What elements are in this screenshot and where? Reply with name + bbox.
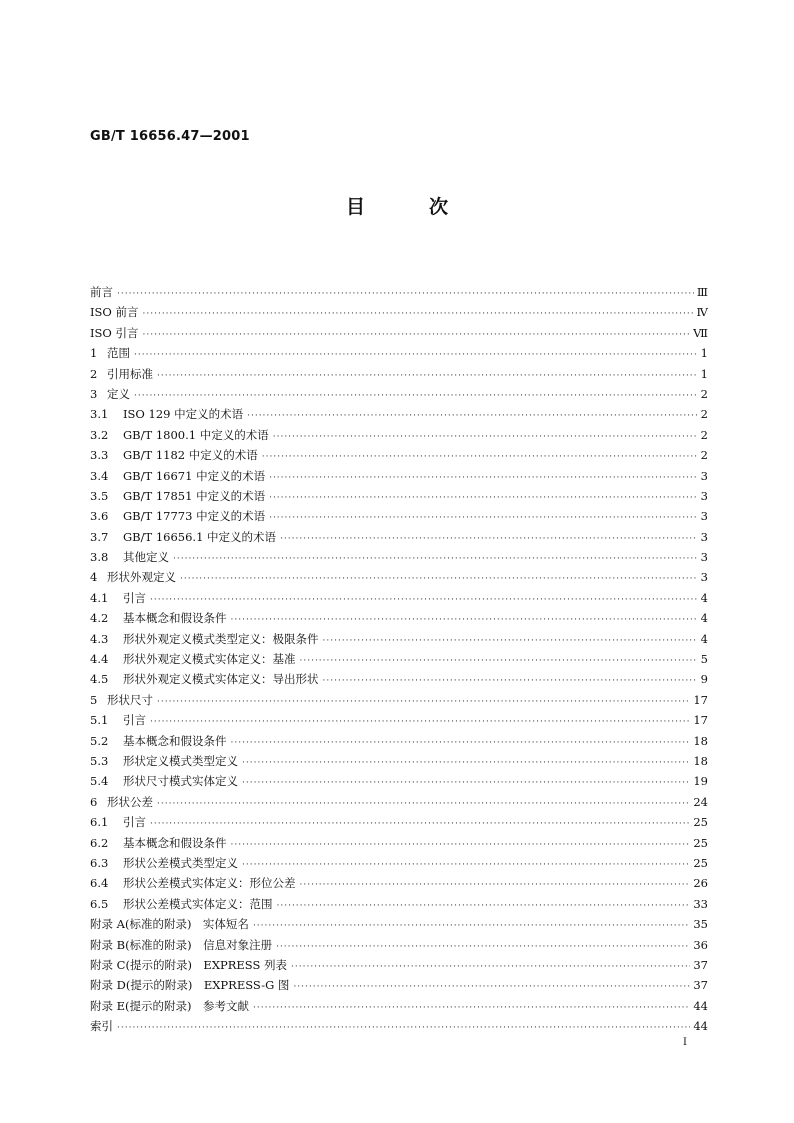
- toc-entry-page: 18: [693, 733, 708, 748]
- toc-leader-dots: [273, 427, 697, 447]
- toc-entry-page: 25: [693, 815, 708, 830]
- toc-leader-dots: [323, 671, 698, 691]
- toc-leader-dots: [150, 712, 690, 732]
- toc-leader-dots: [143, 304, 694, 324]
- toc-entry-label: 形状外观定义: [107, 570, 176, 585]
- toc-entry-label: 形状外观定义模式实体定义：导出形状: [123, 672, 319, 687]
- toc-entry[interactable]: [90, 833, 708, 853]
- toc-entry[interactable]: [90, 567, 708, 587]
- toc-leader-dots: [262, 447, 697, 467]
- toc-entry[interactable]: [90, 975, 708, 995]
- toc-entry[interactable]: [90, 649, 708, 669]
- toc-leader-dots: [269, 468, 697, 488]
- toc-entry-number: 3.5: [90, 488, 109, 503]
- toc-entry-label: 形状尺寸: [107, 692, 153, 707]
- toc-entry-number: 4.2: [90, 611, 109, 626]
- toc-entry-number: 4.5: [90, 672, 109, 687]
- toc-entry-label: 形状外观定义模式类型定义：极限条件: [123, 631, 319, 646]
- toc-entry-page: 3: [700, 529, 708, 544]
- toc-entry[interactable]: [90, 894, 708, 914]
- toc-entry-page: 26: [693, 876, 708, 891]
- toc-entry-label: 引言: [123, 590, 146, 605]
- toc-entry-label: ISO 引言: [90, 325, 139, 340]
- toc-entry-number: 6.3: [90, 855, 109, 870]
- toc-entry-page: 3: [700, 488, 708, 503]
- toc-entry-page: 2: [700, 386, 708, 401]
- toc-entry-label: GB/T 17773 中定义的术语: [123, 509, 266, 524]
- toc-entry-label: 形状公差模式实体定义：范围: [123, 896, 273, 911]
- toc-entry-number: 6.5: [90, 896, 109, 911]
- toc-entry[interactable]: [90, 935, 708, 955]
- toc-entry-number: 3.4: [90, 468, 109, 483]
- toc-leader-dots: [134, 386, 697, 406]
- toc-leader-dots: [277, 896, 691, 916]
- toc-leader-dots: [134, 345, 697, 365]
- toc-entry-number: 2: [90, 366, 98, 381]
- toc-entry-label: 基本概念和假设条件: [123, 733, 227, 748]
- toc-entry[interactable]: [90, 751, 708, 771]
- page-number: I: [683, 1037, 687, 1048]
- toc-entry-page: 37: [693, 978, 708, 993]
- toc-leader-dots: [157, 366, 697, 386]
- toc-entry-label: 形状公差: [107, 794, 153, 809]
- toc-entry-label: 附录 A(标准的附录) 实体短名: [90, 917, 249, 932]
- toc-leader-dots: [231, 835, 691, 855]
- toc-entry-page: 37: [693, 957, 708, 972]
- toc-leader-dots: [253, 916, 690, 936]
- toc-entry[interactable]: [90, 710, 708, 730]
- toc-entry[interactable]: [90, 343, 708, 363]
- toc-leader-dots: [242, 753, 690, 773]
- toc-entry[interactable]: [90, 302, 708, 322]
- toc-entry-page: 2: [700, 407, 708, 422]
- toc-entry-label: 引用标准: [107, 366, 153, 381]
- toc-entry[interactable]: [90, 996, 708, 1016]
- toc-entry-number: 4.1: [90, 590, 109, 605]
- toc-entry-label: 范围: [107, 346, 130, 361]
- toc-title-char-1: 目: [345, 196, 365, 218]
- toc-entry-label: 形状公差模式类型定义: [123, 855, 238, 870]
- toc-leader-dots: [150, 590, 697, 610]
- toc-entry-label: 引言: [123, 815, 146, 830]
- toc-entry-number: 3.2: [90, 427, 109, 442]
- toc-entry-label: 定义: [107, 386, 130, 401]
- toc-entry-number: 6.2: [90, 835, 109, 850]
- toc-entry-label: 形状公差模式实体定义：形位公差: [123, 876, 296, 891]
- toc-entry-number: 4: [90, 570, 98, 585]
- toc-entry-label: ISO 129 中定义的术语: [123, 407, 244, 422]
- toc-entry[interactable]: [90, 812, 708, 832]
- toc-leader-dots: [117, 1018, 690, 1038]
- toc-title-char-2: 次: [429, 196, 449, 218]
- toc-entry[interactable]: [90, 466, 708, 486]
- toc-entry-page: 4: [700, 611, 708, 626]
- toc-entry-label: GB/T 16671 中定义的术语: [123, 468, 266, 483]
- toc-leader-dots: [269, 508, 697, 528]
- toc-entry-number: 3.1: [90, 407, 109, 422]
- toc-entry-page: 18: [693, 753, 708, 768]
- toc-entry-page: 4: [700, 590, 708, 605]
- toc-entry[interactable]: [90, 792, 708, 812]
- toc-entry-page: 3: [700, 550, 708, 565]
- toc-entry-page: 35: [693, 917, 708, 932]
- toc-leader-dots: [300, 651, 698, 671]
- toc-entry-page: 33: [693, 896, 708, 911]
- toc-entry-number: 5.3: [90, 753, 109, 768]
- toc-entry-label: GB/T 17851 中定义的术语: [123, 488, 266, 503]
- toc-entry-page: 19: [693, 774, 708, 789]
- toc-leader-dots: [247, 406, 697, 426]
- toc-entry[interactable]: [90, 771, 708, 791]
- toc-entry-label: 基本概念和假设条件: [123, 611, 227, 626]
- toc-entry[interactable]: [90, 1016, 708, 1036]
- toc-entry-number: 3.7: [90, 529, 109, 544]
- toc-entry-page: Ⅲ: [696, 285, 708, 299]
- toc-entry-page: 1: [700, 366, 708, 381]
- toc-entry-number: 5.4: [90, 774, 109, 789]
- toc-entry-label: 其他定义: [123, 550, 169, 565]
- toc-entry-label: 基本概念和假设条件: [123, 835, 227, 850]
- toc-entry-page: 4: [700, 631, 708, 646]
- toc-entry-page: 36: [693, 937, 708, 952]
- toc-entry[interactable]: [90, 873, 708, 893]
- toc-leader-dots: [143, 325, 691, 345]
- toc-leader-dots: [323, 631, 698, 651]
- toc-entry-label: ISO 前言: [90, 305, 139, 320]
- toc-entry-number: 3.3: [90, 448, 109, 463]
- toc-entry[interactable]: [90, 853, 708, 873]
- toc-entry[interactable]: [90, 914, 708, 934]
- toc-entry-number: 6: [90, 794, 98, 809]
- toc-entry-label: GB/T 1800.1 中定义的术语: [123, 427, 269, 442]
- toc-entry-label: 引言: [123, 713, 146, 728]
- toc-entry-number: 5: [90, 692, 98, 707]
- toc-entry-page: 24: [693, 794, 708, 809]
- toc-entry-label: 附录 C(提示的附录) EXPRESS 列表: [90, 957, 288, 972]
- toc-entry[interactable]: [90, 629, 708, 649]
- toc-entry[interactable]: [90, 527, 708, 547]
- toc-entry[interactable]: [90, 384, 708, 404]
- toc-leader-dots: [242, 773, 690, 793]
- toc-entry-label: GB/T 16656.1 中定义的术语: [123, 529, 277, 544]
- toc-leader-dots: [173, 549, 697, 569]
- toc-leader-dots: [253, 998, 690, 1018]
- toc-leader-dots: [276, 937, 690, 957]
- toc-entry-number: 4.3: [90, 631, 109, 646]
- toc-leader-dots: [300, 875, 691, 895]
- toc-entry-label: 形状尺寸模式实体定义: [123, 774, 238, 789]
- toc-entry-page: 3: [700, 570, 708, 585]
- toc-entry-page: 2: [700, 427, 708, 442]
- toc-entry[interactable]: [90, 323, 708, 343]
- toc-entry-page: 17: [693, 692, 708, 707]
- toc-leader-dots: [150, 814, 690, 834]
- toc-leader-dots: [231, 733, 691, 753]
- toc-entry-page: 9: [700, 672, 708, 687]
- toc-entry-page: Ⅶ: [693, 325, 708, 340]
- toc-entry-label: 前言: [90, 285, 113, 299]
- toc-leader-dots: [280, 529, 697, 549]
- toc-entry-number: 6.4: [90, 876, 109, 891]
- toc-entry-page: 44: [693, 998, 708, 1013]
- toc-entry[interactable]: [90, 669, 708, 689]
- toc-leader-dots: [291, 957, 690, 977]
- toc-leader-dots: [117, 284, 694, 304]
- toc-entry-number: 3.6: [90, 509, 109, 524]
- toc-entry[interactable]: [90, 486, 708, 506]
- toc-entry[interactable]: [90, 364, 708, 384]
- toc-entry-page: 2: [700, 448, 708, 463]
- toc-entry-page: 3: [700, 468, 708, 483]
- toc-entry-label: 附录 E(提示的附录) 参考文献: [90, 998, 250, 1013]
- toc-title: [0, 192, 794, 219]
- toc-leader-dots: [180, 569, 697, 589]
- toc-entry-number: 3.8: [90, 550, 109, 565]
- toc-entry-number: 4.4: [90, 652, 109, 667]
- toc-entry[interactable]: [90, 955, 708, 975]
- toc-leader-dots: [157, 692, 690, 712]
- toc-entry-page: 1: [700, 346, 708, 361]
- toc-entry[interactable]: [90, 445, 708, 465]
- toc-entry-number: 1: [90, 346, 98, 361]
- toc-entry[interactable]: [90, 506, 708, 526]
- toc-entry[interactable]: [90, 282, 708, 302]
- toc-leader-dots: [269, 488, 697, 508]
- toc-entry-label: GB/T 1182 中定义的术语: [123, 448, 258, 463]
- toc-entry[interactable]: [90, 404, 708, 424]
- table-of-contents: [90, 282, 708, 1036]
- toc-leader-dots: [157, 794, 690, 814]
- toc-entry-label: 形状外观定义模式实体定义：基准: [123, 652, 296, 667]
- toc-entry-page: 44: [693, 1019, 708, 1034]
- toc-entry[interactable]: [90, 588, 708, 608]
- toc-entry[interactable]: [90, 608, 708, 628]
- toc-entry-page: 17: [693, 713, 708, 728]
- toc-entry-label: 附录 D(提示的附录) EXPRESS-G 图: [90, 978, 290, 993]
- toc-entry-page: 3: [700, 509, 708, 524]
- toc-entry-label: 形状定义模式类型定义: [123, 753, 238, 768]
- toc-leader-dots: [293, 977, 690, 997]
- toc-entry-label: 附录 B(标准的附录) 信息对象注册: [90, 937, 273, 952]
- toc-entry[interactable]: [90, 425, 708, 445]
- toc-entry-page: 25: [693, 855, 708, 870]
- toc-entry-page: 5: [700, 652, 708, 667]
- toc-entry-number: 6.1: [90, 815, 109, 830]
- toc-entry-number: 3: [90, 386, 98, 401]
- toc-entry-number: 5.2: [90, 733, 109, 748]
- toc-entry[interactable]: [90, 731, 708, 751]
- toc-leader-dots: [231, 610, 698, 630]
- toc-entry-page: Ⅳ: [696, 305, 708, 320]
- toc-entry[interactable]: [90, 690, 708, 710]
- toc-entry-number: 5.1: [90, 713, 109, 728]
- toc-entry[interactable]: [90, 547, 708, 567]
- toc-leader-dots: [242, 855, 690, 875]
- document-code: GB/T 16656.47—2001: [90, 129, 250, 144]
- toc-entry-label: 索引: [90, 1019, 113, 1034]
- toc-entry-page: 25: [693, 835, 708, 850]
